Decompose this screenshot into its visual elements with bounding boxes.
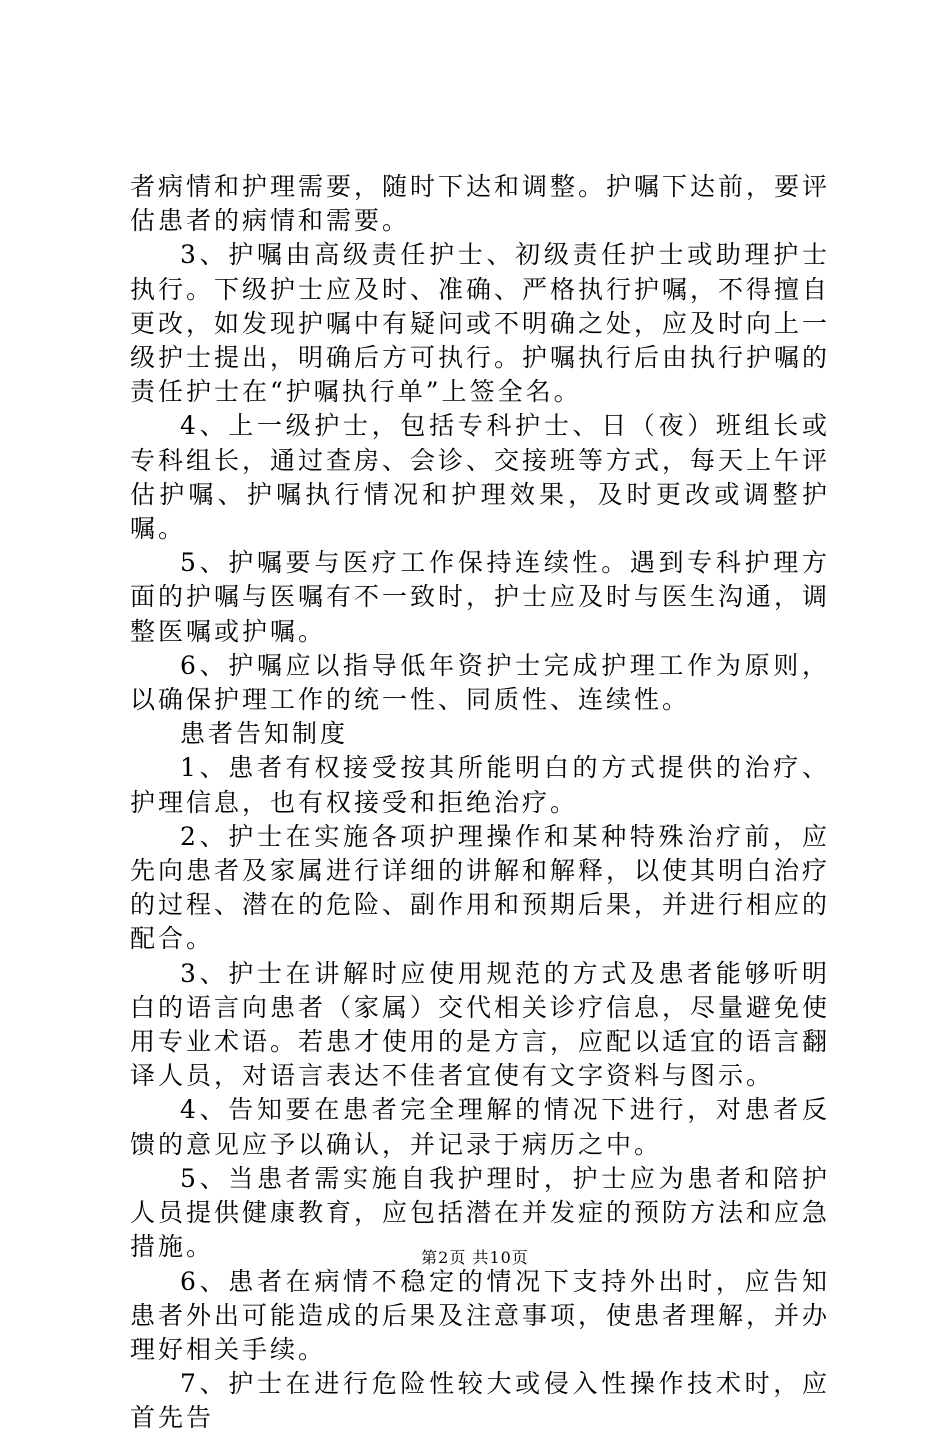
paragraph: 3、护士在讲解时应使用规范的方式及患者能够听明白的语言向患者（家属）交代相关诊疗信息，尽量避免使用专业术语。若患才使用的是方言，应配以适宜的语言翻译人员，对语言表达不佳者宜使有文字资料与图示。 [130,958,831,1091]
paragraph: 4、告知要在患者完全理解的情况下进行，对患者反馈的意见应予以确认，并记录于病历之中。 [130,1095,830,1159]
section-heading: 患者告知制度 [180,719,349,749]
paragraph: 5、当患者需实施自我护理时，护士应为患者和陪护人员提供健康教育，应包括潜在并发症的预防方法和应急措施。 [130,1163,831,1262]
paragraph: 2、护士在实施各项护理操作和某种特殊治疗前，应先向患者及家属进行详细的讲解和解释，以使其明白治疗的过程、潜在的危险、副作用和预期后果，并进行相应的配合。 [130,821,831,954]
paragraph: 5、护嘱要与医疗工作保持连续性。遇到专科护理方面的护嘱与医嘱有不一致时，护士应及时与医生沟通，调整医嘱或护嘱。 [130,548,831,646]
paragraph: 者病情和护理需要，随时下达和调整。护嘱下达前，要评估患者的病情和需要。 [130,172,831,236]
paragraph: 3、护嘱由高级责任护士、初级责任护士或助理护士执行。下级护士应及时、准确、严格执行护嘱，不得擅自更改，如发现护嘱中有疑问或不明确之处，应及时向上一级护士提出，明确后方可执行。护嘱执行后由执行护嘱的责任护士在“护嘱执行单”上签全名。 [130,240,831,407]
paragraph: 6、护嘱应以指导低年资护士完成护理工作为原则，以确保护理工作的统一性、同质性、连续性。 [130,650,830,715]
paragraph: 7、护士在进行危险性较大或侵入性操作技术时，应首先告 [130,1369,830,1433]
paragraph: 6、患者在病情不稳定的情况下支持外出时，应告知患者外出可能造成的后果及注意事项，使患者理解，并办理好相关手续。 [130,1266,831,1364]
paragraph: 4、上一级护士，包括专科护士、日（夜）班组长或专科组长，通过查房、会诊、交接班等方式，每天上午评估护嘱、护嘱执行情况和护理效果，及时更改或调整护嘱。 [130,411,831,544]
page-number-footer: 第2页 共10页 [421,1248,529,1267]
paragraph: 1、患者有权接受按其所能明白的方式提供的治疗、护理信息，也有权接受和拒绝治疗。 [130,753,830,817]
